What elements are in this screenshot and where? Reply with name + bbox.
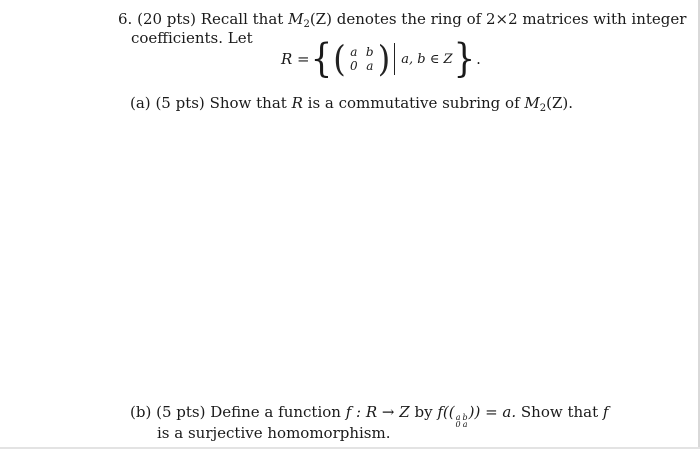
matrix-entry: 0 — [349, 59, 358, 73]
set-condition: a, b ∈ Z — [401, 51, 453, 67]
set-definition — [281, 36, 481, 82]
part-b-line-2 — [157, 424, 391, 442]
matrix-entry: a — [366, 59, 374, 73]
set-lhs: R = — [281, 50, 310, 68]
problem-points: (20 pts) — [137, 10, 196, 28]
matrix-ab0a — [346, 45, 378, 73]
part-b-conclusion: is a surjective homomorphism. — [157, 424, 391, 442]
fdef-suffix: )) = a. — [468, 403, 517, 421]
part-a-label: (a) — [130, 94, 151, 112]
part-a-ring-arg: (Z). — [546, 94, 574, 112]
part-a — [130, 94, 573, 118]
part-a-var: R — [291, 94, 303, 112]
left-paren: ( — [333, 38, 346, 80]
part-a-text-before: Show that — [209, 94, 287, 112]
left-brace: { — [310, 36, 333, 82]
ring-subscript: 2 — [303, 19, 310, 30]
part-b-label: (b) — [130, 403, 152, 421]
part-b-fvar: f — [602, 403, 609, 421]
such-that-bar — [394, 43, 395, 75]
matrix-entry: a — [350, 45, 358, 59]
problem-line-2 — [131, 29, 253, 47]
part-b-by: by — [414, 403, 433, 421]
ring-symbol: M — [288, 10, 304, 28]
part-a-points: (5 pts) — [155, 94, 205, 112]
fdef-prefix: f(( — [437, 403, 455, 421]
intro-text: Recall that — [200, 10, 284, 28]
small-matrix-entry: a — [455, 413, 461, 422]
problem-number: 6. — [118, 10, 133, 28]
function-signature: f : R → Z — [345, 403, 410, 421]
small-matrix-entry: b — [462, 413, 468, 422]
intro-rest: denotes the ring of 2×2 matrices with integer — [336, 10, 687, 28]
coefficients-let: coefficients. Let — [131, 29, 253, 47]
right-brace: } — [453, 36, 476, 82]
part-b-text-before: Define a function — [210, 403, 341, 421]
part-a-ring-symbol: M — [524, 94, 540, 112]
part-b-points: (5 pts) — [156, 403, 206, 421]
right-paren: ) — [377, 38, 391, 80]
part-a-ring-subscript: 2 — [539, 103, 547, 114]
part-b-text-after: Show that — [520, 403, 599, 421]
small-matrix-entry: 0 — [455, 420, 461, 429]
matrix-entry: b — [365, 45, 374, 59]
small-matrix-entry: a — [462, 420, 468, 429]
part-a-text-after: is a commutative subring of — [307, 94, 520, 112]
ring-arg: (Z) — [309, 10, 332, 28]
small-matrix-ab0a — [455, 414, 469, 428]
set-end-period: . — [476, 50, 481, 68]
